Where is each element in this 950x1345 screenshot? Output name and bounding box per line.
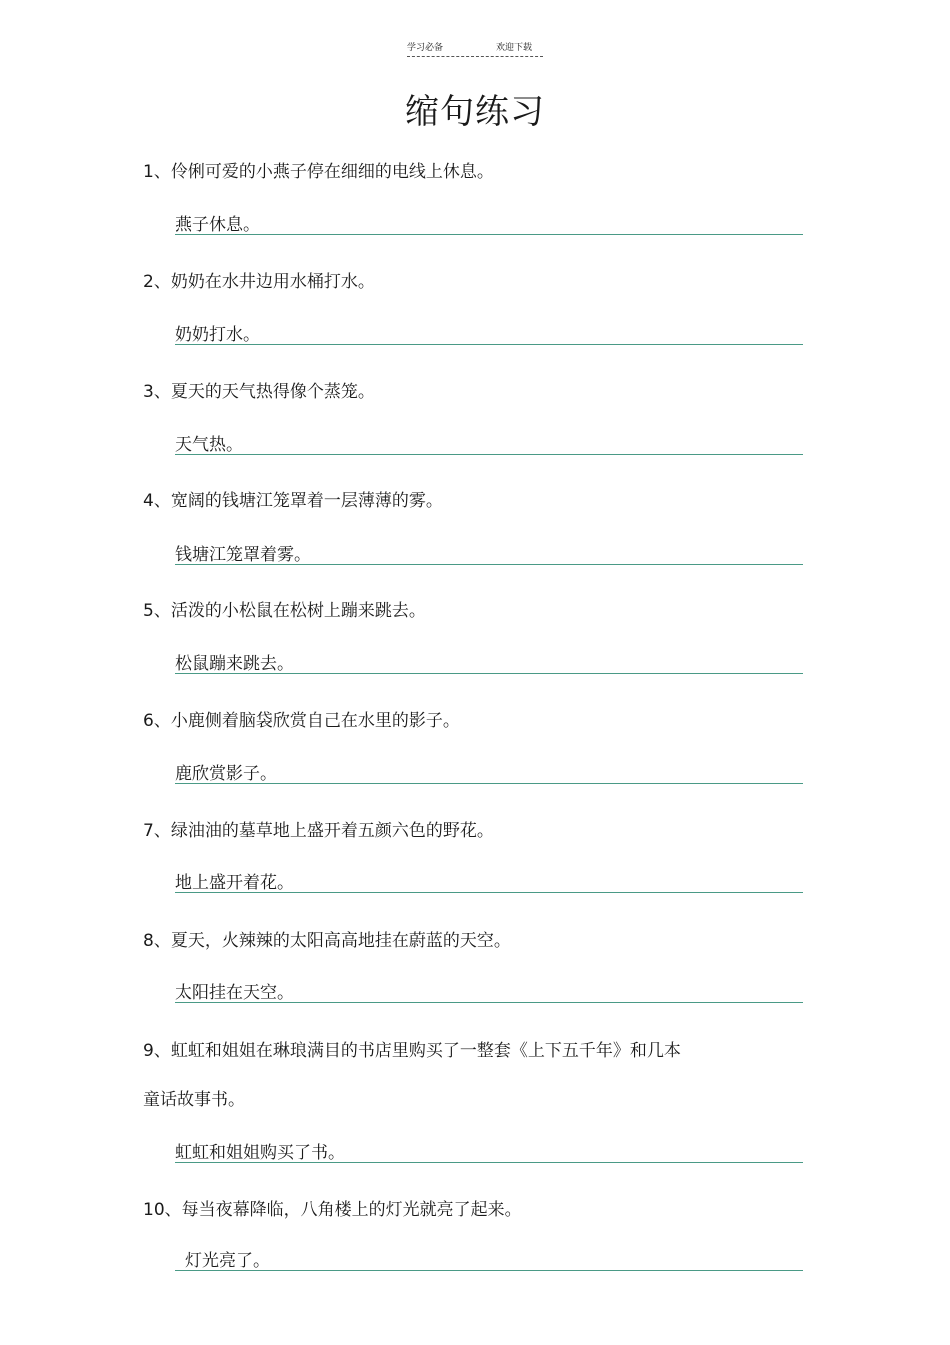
- answer-line-6: [175, 759, 803, 784]
- answer-line-10: [175, 1246, 803, 1271]
- question-2: 2、奶奶在水井边用水桶打水。: [143, 272, 375, 292]
- page-title: 缩句练习: [405, 92, 545, 132]
- question-9: 9、虹虹和姐姐在琳琅满目的书店里购买了一整套《上下五千年》和几本: [143, 1041, 681, 1061]
- answer-line-3: [175, 430, 803, 455]
- question-6: 6、小鹿侧着脑袋欣赏自己在水里的影子。: [143, 711, 460, 731]
- answer-1: 燕子休息。: [175, 215, 260, 235]
- page-header: [407, 38, 543, 57]
- answer-2: 奶奶打水。: [175, 325, 260, 345]
- answer-3: 天气热。: [175, 435, 243, 455]
- answer-line-8: [175, 978, 803, 1003]
- question-10: 10、每当夜幕降临，八角楼上的灯光就亮了起来。: [143, 1200, 522, 1220]
- answer-4: 钱塘江笼罩着雾。: [175, 545, 311, 565]
- question-7: 7、绿油油的墓草地上盛开着五颜六色的野花。: [143, 821, 494, 841]
- answer-10: 灯光亮了。: [185, 1251, 270, 1271]
- question-3: 3、夏天的天气热得像个蒸笼。: [143, 382, 375, 402]
- answer-line-4: [175, 540, 803, 565]
- answer-line-2: [175, 320, 803, 345]
- answer-5: 松鼠蹦来跳去。: [175, 654, 294, 674]
- question-1: 1、伶俐可爱的小燕子停在细细的电线上休息。: [143, 162, 494, 182]
- answer-8: 太阳挂在天空。: [175, 983, 294, 1003]
- answer-line-7: [175, 868, 803, 893]
- question-8: 8、夏天，火辣辣的太阳高高地挂在蔚蓝的天空。: [143, 931, 511, 951]
- answer-line-1: [175, 210, 803, 235]
- answer-7: 地上盛开着花。: [175, 873, 294, 893]
- header-left-text: 学习必备: [407, 43, 444, 53]
- question-9-continued: 童话故事书。: [143, 1090, 245, 1110]
- answer-line-5: [175, 649, 803, 674]
- answer-9: 虹虹和姐姐购买了书。: [175, 1143, 345, 1163]
- header-right-text: 欢迎下载: [496, 43, 533, 53]
- answer-line-9: [175, 1138, 803, 1163]
- answer-6: 鹿欣赏影子。: [175, 764, 277, 784]
- question-5: 5、活泼的小松鼠在松树上蹦来跳去。: [143, 601, 426, 621]
- question-4: 4、宽阔的钱塘江笼罩着一层薄薄的雾。: [143, 491, 443, 511]
